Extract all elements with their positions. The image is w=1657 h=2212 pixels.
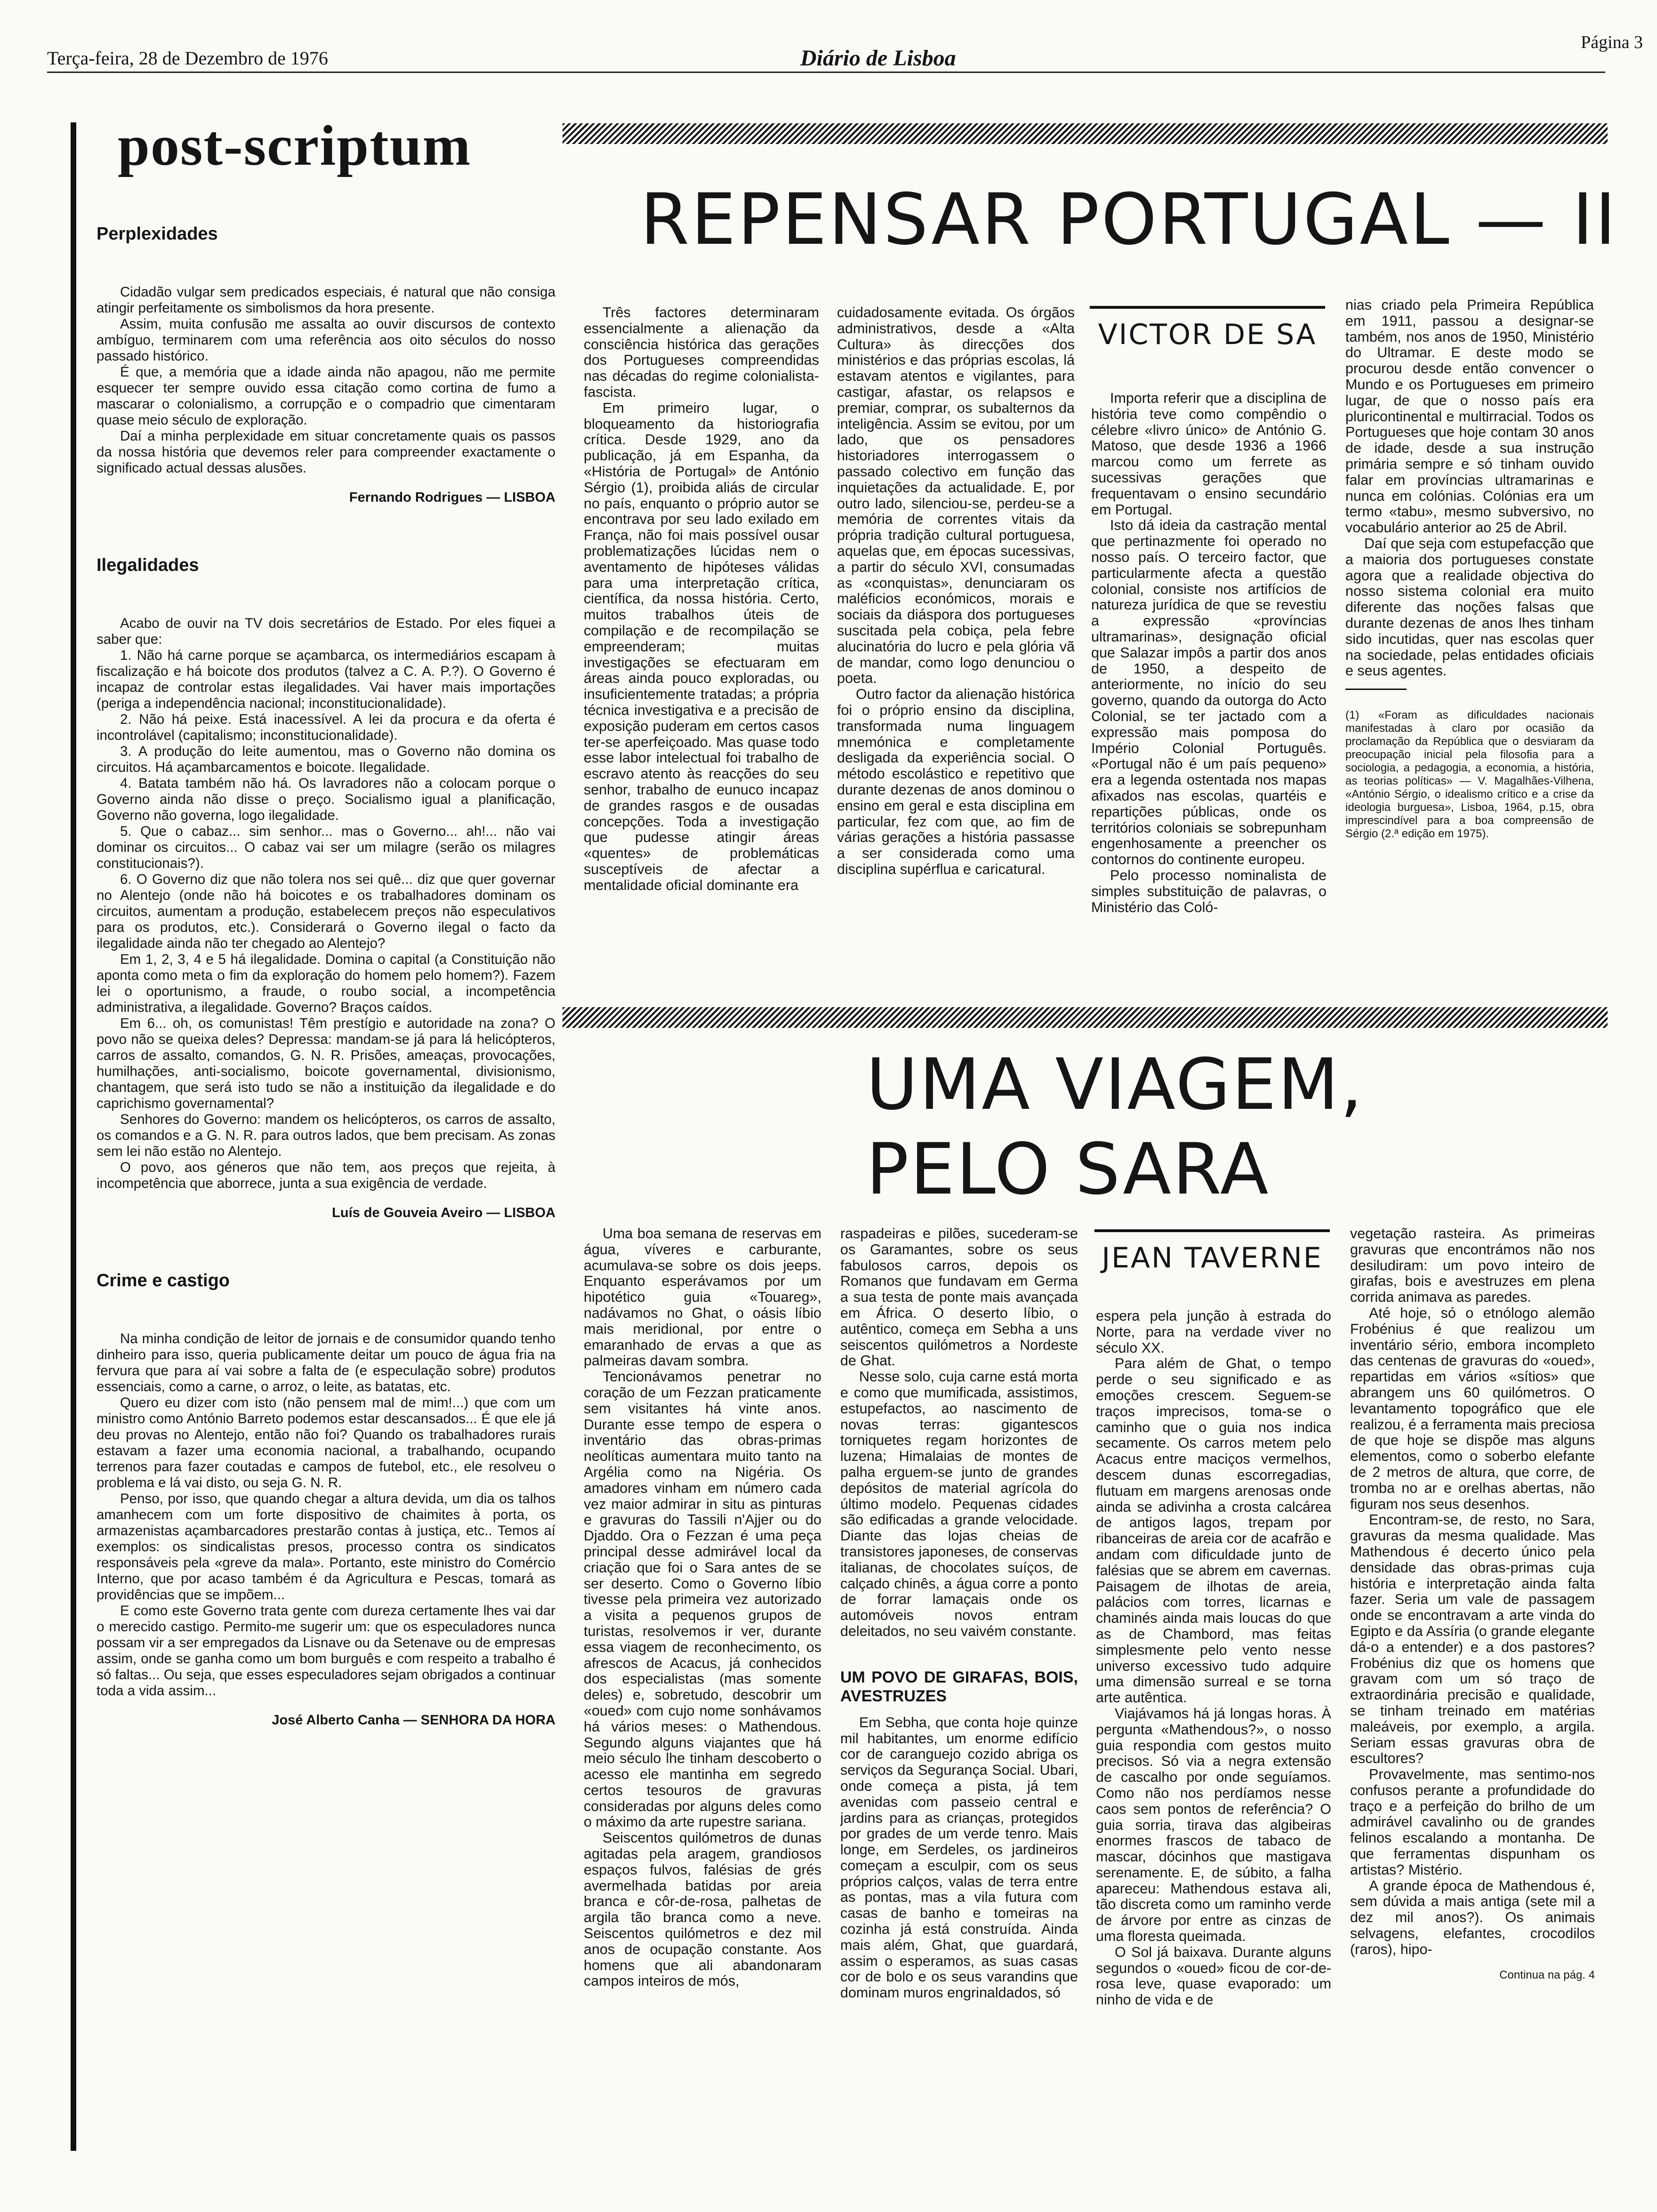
letter-crime-e-castigo xyxy=(97,1273,555,1728)
letter-signature: José Alberto Canha — SENHORA DA HORA xyxy=(272,1713,555,1728)
spacer xyxy=(840,1640,1078,1668)
paragraph: Pelo processo nominalista de simples substituição de palavras, o Ministério das Coló- xyxy=(1091,867,1327,915)
paragraph: nias criado pela Primeira República em 1911, passou a designar-se também, nos anos de 1950, Ministério do Ultramar. E deste modo se procurou desde então convencer o Mundo e os Portugueses em primeiro lugar, de que o nosso país era pluricontinental e multirracial. Todos os Portugueses que hoje contam 30 anos de idade, desde a sua instrução primária sempre e só tinham ouvido falar em províncias ultramarinas e nunca em colónias. Colónias era um termo «tabu», mesmo subversivo, no vocabulário anterior ao 25 de Abril. xyxy=(1345,297,1594,536)
paragraph: Tencionávamos penetrar no coração de um Fezzan praticamente sem visitantes há vinte anos. Durante esse tempo de espera o inventário das obras-primas neolíticas aumentara muito tanto na Argélia como na Nigéria. Os amadores vinham em número cada vez maior admirar in situ as pinturas e gravuras do Tassili n'Ajjer ou do Djaddo. Ora o Fezzan é uma peça principal desse admirável local da criação que foi o Sara antes de se ser deserto. Como o Governo líbio tivesse pela primeira vez autorizado a visita a pequenos grupos de turistas, resolvemos ir ver, durante essa viagem de reconhecimento, os afrescos de Acacus, já conhecidos dos especialistas (mas somente deles) e, sobretudo, descobrir um «oued» com cujo nome sonhávamos há vários meses: o Mathendous. Segundo alguns viajantes que há meio século lhe tinham descoberto o acesso ele mantinha em segredo certos tesouros de gravuras consideradas por alguns deles como o máximo da arte rupestre sariana. xyxy=(584,1369,821,1830)
paragraph: cuidadosamente evitada. Os órgãos administrativos, desde a «Alta Cultura» às direcções dos ministérios e das próprias escolas, lá estavam atentos e vigilantes, para castigar, afastar, os relapsos e premiar, comprar, os subalternos da inteligência. Assim se evitou, por um lado, que os pensadores historiadores interrogassem o passado colectivo em função das inquietações da actualidade. E, por outro lado, silenciou-se, perdeu-se a memória de correntes vitais da própria tradição cultural portuguesa, aquelas que, em épocas sucessivas, a partir do século XVI, consumadas as «conquistas», denunciaram os maléficios económicos, morais e sociais da diáspora dos portugueses suscitada pela cobiça, pela febre alucinatória do lucro e pela glória vã de mandar, como logo denunciou o poeta. xyxy=(837,305,1075,687)
signature-name: Fernando Rodrigues xyxy=(349,490,483,505)
page-number: Página 3 xyxy=(1581,32,1643,52)
issue-date: Terça-feira, 28 de Dezembro de 1976 xyxy=(47,48,328,69)
paragraph: Assim, muita confusão me assalta ao ouvir discursos de contexto ambíguo, terminarem com uma referência aos oito séculos do nosso passado histórico. xyxy=(97,316,555,364)
postscriptum-title: post-scriptum xyxy=(118,114,472,177)
paragraph: 4. Batata também não há. Os lavradores não a colocam porque o Governo ainda não disse o preço. Socialismo igual a planificação, Governo não governa, logo ilegalidade. xyxy=(97,776,555,823)
masthead xyxy=(47,19,1643,71)
letter-signature: Fernando Rodrigues — LISBOA xyxy=(349,490,555,505)
paragraph: Encontram-se, de resto, no Sara, gravuras da mesma qualidade. Mas Mathendous é decerto único pela densidade das obras-primas cuja história e interpretação ainda falta fazer. Seria um vale de passagem onde se encontravam a arte vinda do Egipto e da Assíria (o grande elegante dá-o a entender) e a dos pastores? Frobénius diz que os homens que gravam com um só traço de extraordinária precisão e qualidade, se tinham treinado em matérias maleáveis, por exemplo, a argila. Seriam essas gravuras obra de escultores? xyxy=(1350,1512,1595,1767)
paragraph: Outro factor da alienação histórica foi o próprio ensino da disciplina, transformada numa linguagem mnemónica e completamente desligada da experiência social. O método escolástico e repetitivo que durante dezenas de anos dominou o ensino em geral e esta disciplina em particular, fez com que, ao fim de várias gerações a história passasse a ser considerada como uma disciplina supérflua e caricatural. xyxy=(837,686,1075,877)
paragraph: 2. Não há peixe. Está inacessível. A lei da procura e da oferta é incontrolável (capitalismo; inconstitucionalidade). xyxy=(97,712,555,743)
article-column xyxy=(840,1226,1078,2001)
paragraph: Uma boa semana de reservas em água, víveres e carburante, acumulava-se sobre os dois jeeps. Enquanto esperávamos por um hipotético guia «Touareg», nadávamos no Ghat, o oásis líbio mais meridional, por entre o emaranhado de ervas a que as palmeiras davam sombra. xyxy=(584,1226,821,1369)
paragraph: espera pela junção à estrada do Norte, para na verdade viver no século XX. xyxy=(1096,1308,1331,1356)
paragraph: Isto dá ideia da castração mental que pertinazmente foi operado no nosso país. O terceiro factor, que particularmente afecta a questão colonial, consiste nos artifícios de natureza jurídica de que se revestiu a expressão «províncias ultramarinas», designação oficial que Salazar impôs a partir dos anos de 1950, a despeito de anteriormente, no início do seu governo, quando da outorga do Acto Colonial, se ter jactado com a expressão mais pomposa do Império Colonial Português. «Portugal não é um país pequeno» era a legenda ostentada nos mapas afixados nas escolas, quartéis e repartições públicas, onde os territórios coloniais se sobrepunham engenhosamente a preencher os contornos do continente europeu. xyxy=(1091,517,1327,868)
article-column xyxy=(1345,297,1594,841)
paragraph: Até hoje, só o etnólogo alemão Frobénius é que realizou um inventário sério, embora incompleto das centenas de gravuras do «oued», repartidas em vários «sítios» que abrangem uns 60 quilómetros. O levantamento topográfico que ele realizou, é a ferramenta mais preciosa de que hoje se dispõe mas alguns elementos, como o soberbo elefante de 2 metros de altura, que corre, de tromba no ar e orelhas abertas, não figuram nos seus desenhos. xyxy=(1350,1305,1595,1512)
paragraph: Daí a minha perplexidade em situar concretamente quais os passos da nossa história que devemos reler para compreender exactamente o significado actual dessas alusões. xyxy=(97,428,555,476)
paragraph: Daí que seja com estupefacção que a maioria dos portugueses constate agora que a realidade objectiva do nosso sistema colonial era muito diferente das noções falsas que durante dezenas de anos lhes tinham sido incutidas, quer nas escolas quer na sociedade, pelas entidades oficiais e seus agentes. xyxy=(1345,535,1594,679)
postscriptum-column xyxy=(97,226,555,1780)
article-column xyxy=(584,305,819,893)
paragraph: Para além de Ghat, o tempo perde o seu significado e as emoções crescem. Seguem-se traços imprecisos, toma-se o caminho que o guia nos indica secamente. Os carros metem pelo Acacus entre maciços vermelhos, descem dunas escorregadias, flutuam em margens arenosas onde ainda se adivinha a crosta calcárea de antigos lagos, trepam por ribanceiras de areia cor de acafrão e andam com dificuldade junto de falésias que se abrem em cavernas. Paisagem de ilhotas de areia, palácios com torres, licarnas e chaminés ainda mais loucas do que as de Chambord, mas feitas simplesmente pelo vento nesse universo excessivo tudo adquire uma dimensão surreal e se torna arte autêntica. xyxy=(1096,1355,1331,1706)
headline-line: UMA VIAGEM, xyxy=(866,1044,1364,1126)
letter-signature: Luís de Gouveia Aveiro — LISBOA xyxy=(332,1205,555,1220)
footnote-rule xyxy=(1345,689,1407,690)
paragraph: Três factores determinaram essencialmente a alienação da consciência histórica das gerações dos Portugueses compreendidas nas décadas do regime colonialista-fascista. xyxy=(584,305,819,400)
paragraph: Nesse solo, cuja carne está morta e como que mumificada, assistimos, estupefactos, ao nascimento de novas terras: gigantescos tornіquetes regam horizontes de luzena; Himalaias de montes de palha erguem-se junto de grandes depósitos de material agrícola do último modelo. Pequenas cidades são edificadas a grande velocidade. Diante das lojas cheias de transistores japoneses, de conservas italianas, de chocolates suíços, de calçado chinês, a água corre a ponto de forrar lamaçais onde os automóveis novos entram deleitados, no seu vaivém constante. xyxy=(840,1369,1078,1639)
footnote: (1) «Foram as dificuldades nacionais manifestadas à claro por ocasião da proclamação da República que o desviaram da preocupação inicial pela filosofia para a sociologia, a pedagogia, a economia, a história, as teorias políticas» — V. Magalhães-Vilhena, «António Sérgio, o idealismo crítico e a crise da ideologia burguesa», Lisboa, 1964, p.15, obra imprescindível para a boa compreensão de Sérgio (2.ª edição em 1975). xyxy=(1345,709,1594,841)
signature-place: LISBOA xyxy=(504,1205,555,1220)
paragraph: O Sol já baixava. Durante alguns segundos o «oued» ficou de cor-de-rosa leve, quase evaporado: um ninho de vida e de xyxy=(1096,1944,1331,2008)
letter-ilegalidades xyxy=(97,557,555,1221)
article-column xyxy=(1091,391,1327,915)
article-headline: REPENSAR PORTUGAL — II xyxy=(640,179,1618,261)
paragraph: Seiscentos quilómetros de dunas agitadas pela aragem, grandiosos espaços fulvos, falésias de grés avermelhada batidas por areia branca e côr-de-rosa, palhetas de argila tão branca como a neve. Seiscentos quilómetros e dez mil anos de ocupação constante. Aos homens que ali abandonaram campos inteiros de mós, xyxy=(584,1830,821,1989)
hatched-divider xyxy=(563,1007,1608,1028)
article-column xyxy=(1350,1226,1595,1983)
paragraph: Na minha condição de leitor de jornais e de consumidor quando tenho dinheiro para isso, queria publicamente deitar um pouco de água fria na fervura que para aí vai sobre a falta de (e especulação sobre) produtos essenciais, como a carne, o arroz, o leite, as batatas, etc. xyxy=(97,1331,555,1395)
article-byline-box xyxy=(1090,306,1325,351)
letter-heading: Crime e castigo xyxy=(97,1271,230,1290)
paragraph: 6. O Governo diz que não tolera nos sei quê... diz que quer governar no Alentejo (onde não há boicotes e os trabalhadores dominam os circuitos, aumentam a produção, estabelecem preços não especulativos para os produtos, etc.). Considerará o Governo ilegal o facto da ilegalidade ainda não ter chegado ao Alentejo? xyxy=(97,872,555,951)
paragraph: 1. Não há carne porque se açambarca, os intermediários escapam à fiscalização e há boicote dos produtos (talvez a C. A. P.?). O Governo é incapaz de controlar estas ilegalidades. Vai haver mais importações (periga a independência nacional; inconstitucionalidade). xyxy=(97,648,555,711)
letter-heading: Ilegalidades xyxy=(97,555,199,575)
paragraph: 3. A produção do leite aumentou, mas o Governo não domina os circuitos. Há açambarcamentos e boicote. Ilegalidade. xyxy=(97,744,555,775)
paragraph: Cidadão vulgar sem predicados especiais, é natural que não consiga atingir perfeitamente os simbolismos da hora presente. xyxy=(97,284,555,316)
paragraph: raspadeiras e pilões, sucederam-se os Garamantes, sobre os seus fabulosos carros, depois os Romanos que fundavam em Germa a sua testa de ponte mais avançada em África. O deserto líbio, o autêntico, começa em Sebha a uns seiscentos quilómetros a Nordeste de Ghat. xyxy=(840,1226,1078,1369)
paragraph: E como este Governo trata gente com dureza certamente lhes vai dar o merecido castigo. Permito-me sugerir um: que os especuladores nunca possam vir a ser empregados da Lisnave ou da Setenave ou de empresas assim, onde se ganha como um bom burguês e com respeito a trabalho é só faltas... Ou seja, que esses especuladores sejam obrigados a continuar toda a vida assim... xyxy=(97,1603,555,1699)
signature-place: LISBOA xyxy=(504,490,555,505)
article-byline: JEAN TAVERNE xyxy=(1094,1229,1330,1274)
paragraph: vegetação rasteira. As primeiras gravuras que encontrámos não nos desiludiram: um povo inteiro de girafas, bois e avestruzes em plena corrida animava as paredes. xyxy=(1350,1226,1595,1306)
paragraph: Em primeiro lugar, o bloqueamento da historiografia crítica. Desde 1929, ano da publicação, já em Espanha, da «História de Portugal» de António Sérgio (1), proibida aliás de circular no país, enquanto o próprio autor se encontrava por seu lado exilado em França, não foi mais possível ousar problematizações lúcidas nem o aventamento de hipóteses válidas para uma interpretação crítica, científica, da nossa história. Certo, muitos trabalhos úteis de compilação e de recompilação se empreenderam; muitas investigações se efectuaram em áreas ainda pouco exploradas, ou insuficientemente tratadas; a própria técnica investigativa e a precisão de exposição puderam em certos casos ter-se aperfeiçoado. Mas quase todo esse labor intelectual foi trabalho de escravo atento às reacções do seu senhor, trabalho de eunuco incapaz de grandes rasgos e de ousadas concepções. Toda a investigação que pudesse atingir áreas «quentes» de problemáticas susceptíveis de afectar a mentalidade oficial dominante era xyxy=(584,400,819,893)
paragraph: É que, a memória que a idade ainda não apagou, não me permite esquecer ter sempre ouvido essa citação como cortina de fumo a mascarar o colonialismo, a corrupção e o compadrio que cimentaram quase meio século de exploração. xyxy=(97,364,555,428)
paragraph: Acabo de ouvir na TV dois secretários de Estado. Por eles fiquei a saber que: xyxy=(97,616,555,647)
paragraph: Provavelmente, mas sentimo-nos confusos perante a profundidade do traço e a perfeição do brilho de um admirável cavalinho ou de grandes felinos escalando a montanha. De que ferramentas dispunham os artistas? Mistério. xyxy=(1350,1766,1595,1878)
article-headline xyxy=(866,1042,1364,1212)
article-byline-box xyxy=(1094,1229,1330,1274)
article-subheading: UM POVO DE GIRAFAS, BOIS, AVESTRUZES xyxy=(840,1668,1078,1705)
paragraph: Quero eu dizer com isto (não pensem mal de mim!...) que com um ministro como António Barreto podemos estar descansados... É que ele já deu provas no Alentejo, então não foi? Quando os trabalhadores rurais estavam a fazer uma economia nacional, a trabalhando, ocupando terrenos para fazer coutadas e campos de futebol, etc., ele resolveu o problema e lá vai disto, ou seja G. N. R. xyxy=(97,1395,555,1491)
paragraph: Viajávamos há já longas horas. À pergunta «Mathendous?», o nosso guia respondia com gestos muito precisos. Só via a negra extensão de cascalho por onde seguíamos. Como não nos perdíamos nesse caos sem pontos de referência? O guia sorria, tirava das algibeiras enormes frascos de tabaco de mascar, dócinhos que mastigava serenamente. E, de súbito, a falha apareceu: Mathendous estava ali, tão discreta como um raminho verde de árvore por entre as cinzas de uma floresta queimada. xyxy=(1096,1705,1331,1945)
article-byline: VICTOR DE SA xyxy=(1090,306,1325,351)
article-column xyxy=(1096,1308,1331,2008)
continued-note: Continua na pág. 4 xyxy=(1499,1968,1595,1981)
paragraph: 5. Que o cabaz... sim senhor... mas o Governo... ah!... não vai dominar os circuitos... O cabaz vai ser um milagre (serão os milagres constitucionais?). xyxy=(97,824,555,871)
signature-name: José Alberto Canha xyxy=(272,1713,400,1728)
postscriptum-bar xyxy=(71,122,76,2151)
letter-heading: Perplexidades xyxy=(97,224,218,244)
article-column xyxy=(837,305,1075,878)
signature-name: Luís de Gouveia Aveiro xyxy=(332,1205,483,1220)
hatched-divider xyxy=(563,123,1608,144)
signature-place: SENHORA DA HORA xyxy=(420,1713,555,1728)
paragraph: Em Sebha, que conta hoje quinze mil habitantes, um enorme edifício cor de caranguejo cozido abriga os serviços da Segurança Social. Ubari, onde começa a pista, já tem avenidas com passeio central e jardins para as crianças, protegidos por grades de um verde tenro. Mais longe, em Serdeles, os jardineiros começam a esculpir, com os seus próprios calços, valas de terra entre as pontas, mas a vila futura com casas de banho e tomeiras na cozinha já está construída. Ainda mais além, Ghat, que guardará, assim o esperamos, as suas casas cor de bolo e os seus varandins que dominam muros engrinaldados, só xyxy=(840,1714,1078,2001)
paragraph: Em 6... oh, os comunistas! Têm prestígio e autoridade na zona? O povo não se queixa deles? Depressa: mandam-se já para lá helicópteros, carros de assalto, comandos, G. N. R. Prisões, ameaças, provocações, humilhações, anti-socialismo, boicote governamental, divisionismo, chantagem, que será isto tudo se não a instituição da ilegalidade e do caprichismo governamental? xyxy=(97,1016,555,1111)
paragraph: A grande época de Mathendous é, sem dúvida a mais antiga (sete mil a dez mil anos?). Os animais selvagens, elefantes, crocodilos (raros), hipo- xyxy=(1350,1877,1595,1957)
letter-perplexidades xyxy=(97,226,555,505)
paragraph: Em 1, 2, 3, 4 e 5 há ilegalidade. Domina o capital (a Constituição não aponta como meta o fim da exploração do homem pelo homem?). Fazem lei o oportunismo, a fraude, o roubo social, a incompetência administrativa, a ilegalidade. Governo? Braços caídos. xyxy=(97,952,555,1015)
headline-line: PELO SARA xyxy=(866,1129,1270,1210)
paragraph: O povo, aos géneros que não tem, aos preços que rejeita, à incompetência que aborrece, junta a sua exigência de verdade. xyxy=(97,1160,555,1191)
masthead-rule xyxy=(47,72,1605,73)
paragraph: Importa referir que a disciplina de história teve como compêndio o célebre «livro único» de António G. Matoso, que desde 1936 a 1966 marcou como um ferrete as sucessivas gerações que frequentavam o ensino secundário em Portugal. xyxy=(1091,390,1327,518)
paragraph: Senhores do Governo: mandem os helicópteros, os carros de assalto, os comandos e a G. N. R. para outros lados, que bem precisam. As zonas sem lei não estão no Alentejo. xyxy=(97,1112,555,1159)
newspaper-name: Diário de Lisboa xyxy=(800,46,956,71)
paragraph: Penso, por isso, que quando chegar a altura devida, um dia os talhos amanhecem com um forte dispositivo de chaimites à porta, os armazenistas açambarcadores prestarão contas à justiça, etc.. Temos aí exemplos: os sindicalistas presos, processo contra os sindicatos responsáveis pela «greve da mala». Portanto, este ministro do Comércio Interno, que por acaso também é da Agricultura e Pescas, tomará as providências que se impõem... xyxy=(97,1491,555,1603)
article-column xyxy=(584,1226,821,1989)
